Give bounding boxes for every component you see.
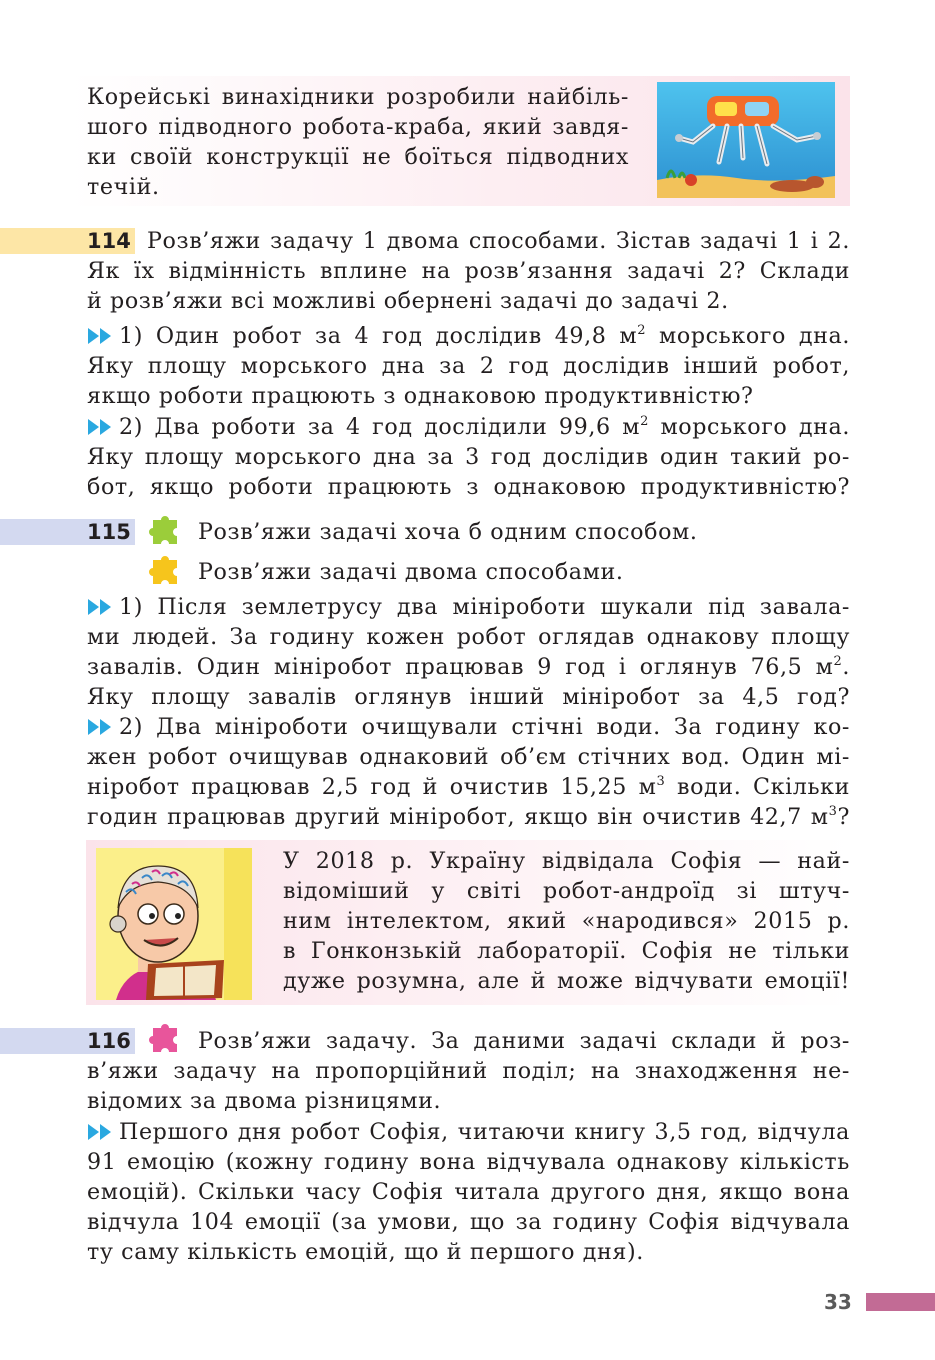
p1-line-1: 1) Після землетрусу два мініроботи шукали під завала-: [119, 594, 850, 620]
task-114-text: [87, 226, 850, 316]
sofia-line: в Гонконзькій лабораторії. Софія не тільки: [283, 938, 850, 964]
sofia-line: відоміший у світі робот-андроїд зі штуч-: [283, 878, 850, 904]
sofia-line: ним інтелектом, який «народився» 2015 р.: [283, 908, 850, 934]
problem-line: Першого дня робот Софія, читаючи книгу 3,5 год, відчула: [119, 1119, 850, 1145]
page-number-bar: [866, 1293, 935, 1311]
p2-line-3: ніробот працював 2,5 год й очистив 15,25 м: [87, 774, 657, 800]
p1-line-3-end: .: [842, 654, 850, 680]
task-115-number: 115: [87, 520, 131, 544]
p2-line-2: Яку площу морського дна за 3 год дослідив один такий ро-: [87, 444, 850, 470]
superscript: 3: [656, 774, 666, 789]
task-116-text: [87, 1026, 850, 1116]
p2-line-1: 2) Два роботи за 4 год дослідили 99,6 м: [119, 414, 641, 440]
task-115-problem-1: [87, 592, 850, 712]
task-116-line: відомих за двома різницями.: [87, 1088, 442, 1114]
task-114-problem-1: [87, 321, 850, 411]
double-arrow-icon: [87, 418, 113, 436]
task-115-green-text: Розв’яжи задачі хоча б одним способом.: [198, 519, 698, 545]
page-number: 33: [824, 1290, 852, 1314]
task-114-line: Розв’яжи задачу 1 двома способами. Зістав задачі 1 і 2.: [147, 228, 850, 254]
p1-line-1-end: морського дна.: [646, 323, 850, 349]
problem-line: відчула 104 емоції (за умови, що за годину Софія відчувала: [87, 1209, 850, 1235]
double-arrow-icon: [87, 1123, 113, 1141]
task-114-line: Як їх відмінність вплине на розв’язання задачі 2? Склади: [87, 258, 850, 284]
task-116-problem: [87, 1117, 850, 1267]
p2-line-1-end: морського дна.: [648, 414, 850, 440]
task-114-problem-2: [87, 412, 850, 502]
intro-line: шого підводного робота-краба, який завдя-: [87, 114, 629, 140]
p1-line-4: Яку площу завалів оглянув інший мініробот за 4,5 год?: [87, 684, 850, 710]
p1-line-2: Яку площу морського дна за 2 год дослідив інший робот,: [87, 353, 850, 379]
task-114-line: й розв’яжи всі можливі обернені задачі до задачі 2.: [87, 288, 729, 314]
task-115-problem-2: [87, 712, 850, 832]
p1-line-3: якщо роботи працюють з однаковою продуктивністю?: [87, 383, 754, 409]
p1-line-3: завалів. Один мініробот працював 9 год і оглянув 76,5 м: [87, 654, 834, 680]
sofia-robot-illustration: [96, 848, 252, 1000]
p1-line-1: 1) Один робот за 4 год дослідив 49,8 м: [119, 323, 638, 349]
superscript: 2: [833, 654, 843, 669]
problem-line: ту саму кількість емоцій, що й першого дня).: [87, 1239, 644, 1265]
p2-line-4: годин працював другий мініробот, якщо він очистив 42,7 м: [87, 804, 829, 830]
intro-line: течій.: [87, 174, 160, 200]
p2-line-3: бот, якщо роботи працюють з однаковою продуктивністю?: [87, 474, 850, 500]
p1-line-2: ми людей. За годину кожен робот оглядав однакову площу: [87, 624, 850, 650]
p2-line-3-end: води. Скільки: [665, 774, 850, 800]
intro-text: [87, 82, 629, 202]
double-arrow-icon: [87, 718, 113, 736]
intro-line: ки своїй конструкції не боїться підводних: [87, 144, 629, 170]
superscript: 2: [637, 323, 647, 338]
double-arrow-icon: [87, 598, 113, 616]
superscript: 2: [640, 414, 649, 429]
sofia-text: [283, 846, 850, 996]
p2-line-2: жен робот очищував однаковий об’єм стічних вод. Один мі-: [87, 744, 850, 770]
task-114-number: 114: [87, 229, 131, 253]
crab-robot-illustration: [657, 82, 835, 198]
task-115-yellow-text: Розв’яжи задачі двома способами.: [198, 559, 624, 585]
p2-line-4-end: ?: [837, 804, 850, 830]
intro-line: Корейські винахідники розробили найбіль-: [87, 84, 629, 110]
task-116-line: Розв’яжи задачу. За даними задачі склади й роз-: [198, 1028, 850, 1054]
task-116-line: в’яжи задачу на пропорційний поділ; на знаходження не-: [87, 1058, 850, 1084]
sofia-line: дуже розумна, але й може відчувати емоції!: [283, 968, 850, 994]
problem-line: 91 емоцію (кожну годину вона відчувала однакову кількість: [87, 1149, 850, 1175]
superscript: 3: [828, 804, 838, 819]
task-116-number: 116: [87, 1029, 131, 1053]
double-arrow-icon: [87, 327, 113, 345]
sofia-line: У 2018 р. Україну відвідала Софія — най-: [283, 848, 850, 874]
p2-line-1: 2) Два мініроботи очищували стічні води. За годину ко-: [119, 714, 850, 740]
yellow-puzzle-icon: [145, 552, 185, 592]
problem-line: емоцій). Скільки часу Софія читала другого дня, якщо вона: [87, 1179, 850, 1205]
green-puzzle-icon: [145, 512, 185, 552]
